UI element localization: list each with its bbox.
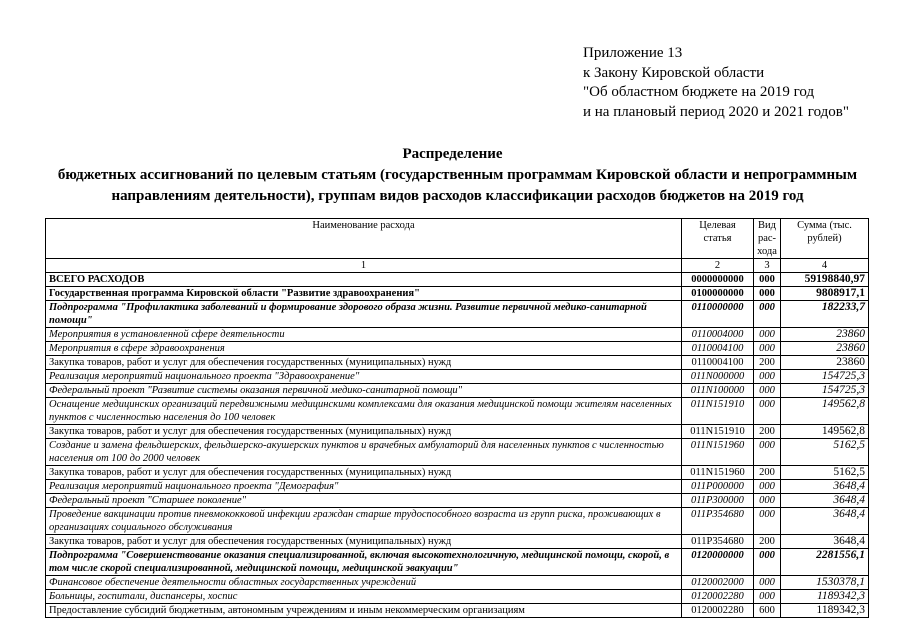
row-sum-cell: 23860	[781, 328, 869, 342]
row-name-cell: Реализация мероприятий национального проекта "Демография"	[46, 480, 682, 494]
row-type-cell: 000	[754, 439, 781, 466]
row-sum-cell: 1189342,3	[781, 604, 869, 618]
table-row	[46, 370, 869, 384]
table-row	[46, 535, 869, 549]
row-name-cell: Мероприятия в сфере здравоохранения	[46, 342, 682, 356]
row-article-cell: 011P354680	[682, 535, 754, 549]
row-name-cell: Закупка товаров, работ и услуг для обеспечения государственных (муниципальных) нужд	[46, 425, 682, 439]
row-type-cell: 200	[754, 425, 781, 439]
row-sum-cell: 1530378,1	[781, 576, 869, 590]
row-sum-cell: 3648,4	[781, 535, 869, 549]
row-name-cell: Федеральный проект "Старшее поколение"	[46, 494, 682, 508]
row-type-cell: 000	[754, 342, 781, 356]
row-type-cell: 200	[754, 535, 781, 549]
row-type-cell: 600	[754, 604, 781, 618]
row-type-cell: 000	[754, 370, 781, 384]
table-row	[46, 342, 869, 356]
row-sum-cell: 3648,4	[781, 480, 869, 494]
row-article-cell: 0120002280	[682, 604, 754, 618]
row-name-cell: Реализация мероприятий национального проекта "Здравоохранение"	[46, 370, 682, 384]
document-subtitle: бюджетных ассигнований по целевым статьям (государственным программам Кировской области и непрограммным направлениям деятельности), группам видов расходов классификации расходов бюджетов на 2019 год	[57, 167, 858, 204]
row-article-cell: 011N000000	[682, 370, 754, 384]
col-number-1: 1	[46, 259, 682, 273]
row-name-cell: Финансовое обеспечение деятельности областных государственных учреждений	[46, 576, 682, 590]
row-name-cell: Создание и замена фельдшерских, фельдшерско-акушерских пунктов и врачебных амбулаторий для населенных пунктов с численностью населения от 100 до 2000 человек	[46, 439, 682, 466]
row-sum-cell: 2281556,1	[781, 549, 869, 576]
row-sum-cell: 23860	[781, 342, 869, 356]
table-row	[46, 287, 869, 301]
row-name-cell: Мероприятия в установленной сфере деятельности	[46, 328, 682, 342]
row-sum-cell: 5162,5	[781, 439, 869, 466]
row-sum-cell: 3648,4	[781, 494, 869, 508]
row-name-cell: Подпрограмма "Профилактика заболеваний и формирование здорового образа жизни. Развитие первичной медико-санитарной помощи"	[46, 301, 682, 328]
row-type-cell: 000	[754, 328, 781, 342]
row-article-cell: 0120002280	[682, 590, 754, 604]
appendix-line-1: Приложение 13	[583, 45, 683, 61]
appendix-line-4: и на плановый период 2020 и 2021 годов"	[583, 103, 849, 120]
row-article-cell: 0120002000	[682, 576, 754, 590]
row-sum-cell: 3648,4	[781, 508, 869, 535]
table-number-row	[46, 259, 869, 273]
row-article-cell: 0000000000	[682, 273, 754, 287]
row-sum-cell: 9808917,1	[781, 287, 869, 301]
row-name-cell: Закупка товаров, работ и услуг для обеспечения государственных (муниципальных) нужд	[46, 535, 682, 549]
row-name-cell: ВСЕГО РАСХОДОВ	[46, 273, 682, 287]
row-article-cell: 011P354680	[682, 508, 754, 535]
row-article-cell: 0110000000	[682, 301, 754, 328]
table-row	[46, 328, 869, 342]
row-name-cell: Закупка товаров, работ и услуг для обеспечения государственных (муниципальных) нужд	[46, 356, 682, 370]
row-type-cell: 000	[754, 287, 781, 301]
header-name: Наименование расхода	[46, 219, 682, 259]
row-name-cell: Подпрограмма "Совершенствование оказания специализированной, включая высокотехнологичную, медицинской помощи, скорой, в том числе скорой специализированной, медицинской помощи, медицинской эвакуации"	[46, 549, 682, 576]
row-type-cell: 000	[754, 590, 781, 604]
col-number-3: 3	[754, 259, 781, 273]
row-name-cell: Проведение вакцинации против пневмококковой инфекции граждан старше трудоспособного возраста из групп риска, проживающих в организациях социального обслуживания	[46, 508, 682, 535]
table-row	[46, 439, 869, 466]
row-article-cell: 0110004100	[682, 342, 754, 356]
table-header-row	[46, 219, 869, 259]
row-sum-cell: 149562,8	[781, 425, 869, 439]
row-name-cell: Больницы, госпитали, диспансеры, хоспис	[46, 590, 682, 604]
row-sum-cell: 59198840,97	[781, 273, 869, 287]
row-type-cell: 000	[754, 494, 781, 508]
row-article-cell: 011N151960	[682, 466, 754, 480]
row-sum-cell: 149562,8	[781, 398, 869, 425]
table-row	[46, 466, 869, 480]
table-row	[46, 398, 869, 425]
table-row	[46, 604, 869, 618]
row-article-cell: 011N100000	[682, 384, 754, 398]
table-row	[46, 356, 869, 370]
table-row	[46, 425, 869, 439]
table-row	[46, 273, 869, 287]
row-sum-cell: 154725,3	[781, 384, 869, 398]
row-sum-cell: 23860	[781, 356, 869, 370]
table-row	[46, 590, 869, 604]
table-row	[46, 384, 869, 398]
row-article-cell: 011P000000	[682, 480, 754, 494]
row-article-cell: 0110004000	[682, 328, 754, 342]
row-type-cell: 000	[754, 273, 781, 287]
table-row	[46, 480, 869, 494]
row-sum-cell: 5162,5	[781, 466, 869, 480]
table-row	[46, 549, 869, 576]
row-name-cell: Федеральный проект "Развитие системы оказания первичной медико-санитарной помощи"	[46, 384, 682, 398]
row-type-cell: 000	[754, 549, 781, 576]
row-article-cell: 011P300000	[682, 494, 754, 508]
budget-table	[45, 218, 869, 618]
row-sum-cell: 182233,7	[781, 301, 869, 328]
row-type-cell: 000	[754, 480, 781, 494]
appendix-line-3: "Об областном бюджете на 2019 год	[583, 84, 815, 100]
row-sum-cell: 154725,3	[781, 370, 869, 384]
row-name-cell: Государственная программа Кировской области "Развитие здравоохранения"	[46, 287, 682, 301]
row-article-cell: 011N151910	[682, 425, 754, 439]
row-type-cell: 200	[754, 356, 781, 370]
table-row	[46, 508, 869, 535]
table-row	[46, 301, 869, 328]
row-sum-cell: 1189342,3	[781, 590, 869, 604]
col-number-4: 4	[781, 259, 869, 273]
row-type-cell: 000	[754, 576, 781, 590]
row-article-cell: 0100000000	[682, 287, 754, 301]
row-type-cell: 000	[754, 384, 781, 398]
appendix-line-2: к Закону Кировской области	[583, 64, 765, 81]
row-article-cell: 011N151910	[682, 398, 754, 425]
row-type-cell: 000	[754, 508, 781, 535]
appendix-block	[583, 44, 849, 122]
header-type: Вид рас-хода	[754, 219, 781, 259]
header-sum: Сумма (тыс. рублей)	[781, 219, 869, 259]
table-body	[46, 273, 869, 618]
row-name-cell: Оснащение медицинских организаций передвижными медицинскими комплексами для оказания медицинской помощи жителям населенных пунктов с численностью населения до 100 человек	[46, 398, 682, 425]
col-number-2: 2	[682, 259, 754, 273]
table-row	[46, 494, 869, 508]
row-type-cell: 000	[754, 398, 781, 425]
table-row	[46, 576, 869, 590]
row-type-cell: 000	[754, 301, 781, 328]
row-type-cell: 200	[754, 466, 781, 480]
header-article: Целевая статья	[682, 219, 754, 259]
row-article-cell: 0110004100	[682, 356, 754, 370]
row-article-cell: 011N151960	[682, 439, 754, 466]
row-article-cell: 0120000000	[682, 549, 754, 576]
document-title: Распределение	[402, 146, 503, 162]
row-name-cell: Предоставление субсидий бюджетным, автономным учреждениям и иным некоммерческим организациям	[46, 604, 682, 618]
row-name-cell: Закупка товаров, работ и услуг для обеспечения государственных (муниципальных) нужд	[46, 466, 682, 480]
